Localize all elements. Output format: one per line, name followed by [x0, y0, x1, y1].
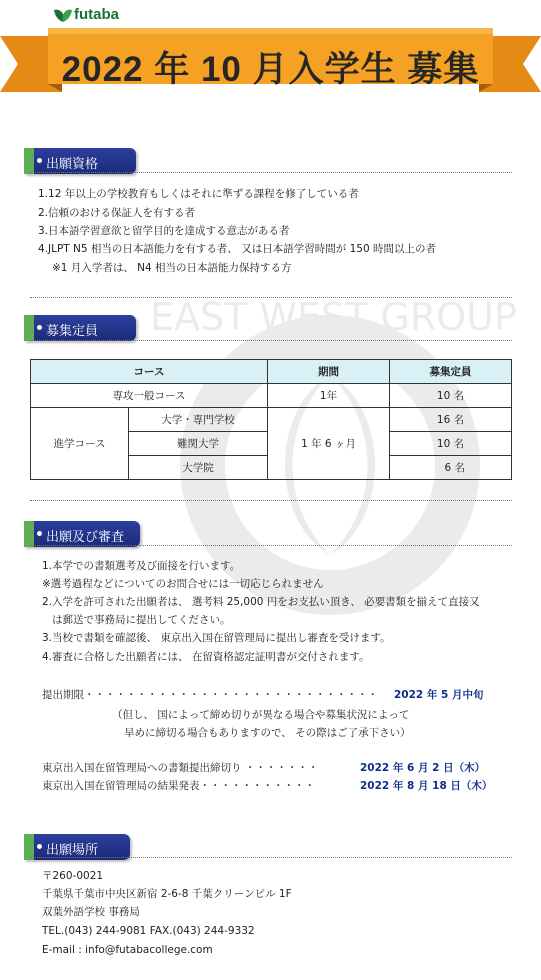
tokyo-deadline-value: 2022 年 6 月 2 日（木）: [360, 762, 486, 774]
divider: [30, 500, 512, 501]
qualification-note: ※1 月入学者は、 N4 相当の日本語能力保持する方: [52, 262, 292, 274]
page-title: 2022 年 10 月入学生 募集: [61, 50, 480, 89]
table-row: [31, 384, 512, 408]
qualification-item: 4.JLPT N5 相当の日本語能力を有する者、 又は日本語学習時間が 150 時間以上の者: [38, 243, 436, 255]
deadline-note: 早めに締切る場合もありますので、 その際はご了承下さい）: [124, 727, 411, 739]
section-title: 募集定員: [46, 324, 99, 339]
deadline-label: 提出期限・・・・・・・・・・・・・・・・・・・・・・・・・・・・: [42, 689, 378, 701]
qualification-item: 2.信頼のおける保証人を有する者: [38, 207, 196, 219]
logo-text: futaba: [74, 6, 119, 23]
table-cell: 10 名: [390, 384, 512, 408]
application-note: ※選考過程などについてのお問合せには一切応じられません: [42, 578, 324, 590]
office-name: 双葉外語学校 事務局: [42, 906, 140, 918]
table-row: [31, 408, 512, 432]
table-cell: 進学コース: [31, 408, 129, 480]
qualification-item: 3.日本語学習意欲と留学目的を達成する意志がある者: [38, 225, 290, 237]
deadline-note: （但し、 国によって締め切りが異なる場合や募集状況によって: [112, 709, 410, 721]
table-cell: 10 名: [390, 432, 512, 456]
table-cell: 専攻一般コース: [31, 384, 268, 408]
postal-code: 〒260-0021: [42, 870, 104, 882]
tokyo-result-value: 2022 年 8 月 18 日（木）: [360, 780, 493, 792]
tokyo-result-label: 東京出入国在留管理局の結果発表・・・・・・・・・・・: [42, 780, 315, 792]
divider: [30, 297, 512, 298]
email: E-mail : info@futabacollege.com: [42, 944, 213, 956]
address: 千葉県千葉市中央区新宿 2-6-8 千葉クリーンビル 1F: [42, 888, 292, 900]
section-title: 出願及び審査: [46, 530, 125, 545]
divider: [30, 545, 512, 546]
qualification-item: 1.12 年以上の学校教育もしくはそれに準ずる課程を修了している者: [38, 188, 359, 200]
table-header: 募集定員: [390, 360, 512, 384]
course-table: [30, 359, 512, 480]
watermark-text: EAST WEST GROUP: [150, 295, 517, 339]
section-title: 出願場所: [46, 843, 99, 858]
application-item: 4.審査に合格した出願者には、 在留資格認定証明書が交付されます。: [42, 651, 370, 663]
divider: [30, 172, 512, 173]
table-cell: 大学院: [129, 456, 268, 480]
application-item: 3.当校で書類を確認後、 東京出入国在留管理局に提出し審査を受けます。: [42, 632, 391, 644]
application-item-cont: は郵送で事務局に提出してください。: [52, 614, 231, 626]
table-cell: 大学・専門学校: [129, 408, 268, 432]
application-item: 1.本学での書類選考及び面接を行います。: [42, 560, 241, 572]
table-cell: 難関大学: [129, 432, 268, 456]
table-header: 期間: [268, 360, 390, 384]
table-cell: 1年: [268, 384, 390, 408]
divider: [30, 857, 512, 858]
table-cell: 1 年 6 ヶ月: [268, 408, 390, 480]
table-header: コース: [31, 360, 268, 384]
application-item: 2.入学を許可された出願者は、 選考料 25,000 円をお支払い頂き、 必要書類を揃えて直接又: [42, 596, 480, 608]
tokyo-deadline-label: 東京出入国在留管理局への書類提出締切り ・・・・・・・: [42, 762, 319, 774]
section-title: 出願資格: [46, 157, 99, 172]
phone-fax: TEL.(043) 244-9081 FAX.(043) 244-9332: [42, 925, 255, 937]
table-cell: 16 名: [390, 408, 512, 432]
table-cell: 6 名: [390, 456, 512, 480]
deadline-value: 2022 年 5 月中旬: [394, 689, 484, 701]
divider: [30, 340, 512, 341]
